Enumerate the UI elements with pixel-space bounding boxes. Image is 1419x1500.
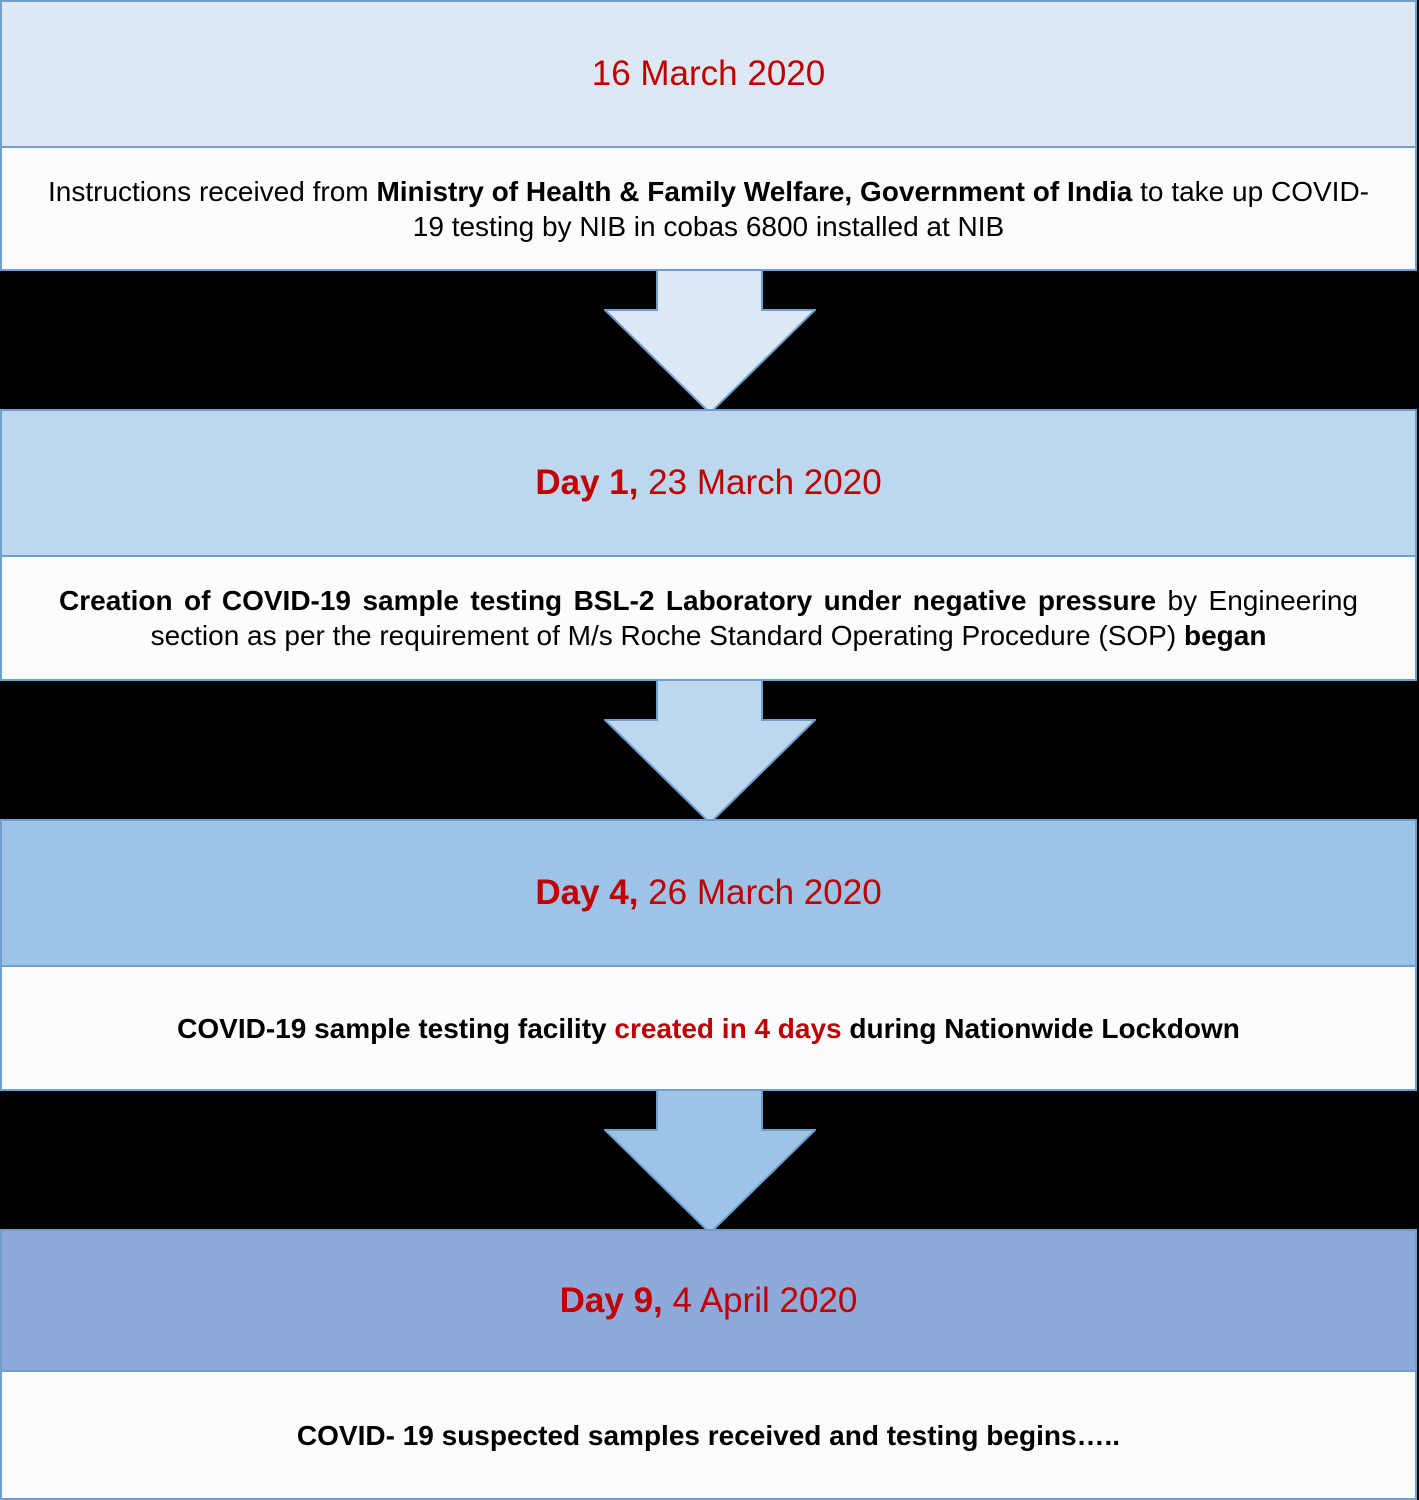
step-4-date-prefix: Day 9, xyxy=(559,1280,663,1320)
step-2-desc-bold-2: began xyxy=(1183,620,1267,651)
step-4-desc-bold-1: COVID- 19 suspected samples received and testing begins….. xyxy=(296,1419,1121,1451)
step-4-date-text: 4 April 2020 xyxy=(662,1280,858,1320)
step-3-desc-highlight: created in 4 days xyxy=(614,1012,842,1044)
step-3-date-band xyxy=(0,819,1417,967)
step-1-desc-bold-1: Ministry of Health & Family Welfare, Government of India xyxy=(376,175,1133,207)
down-arrow-icon xyxy=(604,270,816,414)
step-1-description xyxy=(48,174,1369,244)
step-2-desc-bold-1: Creation of COVID-19 sample testing BSL-2 Laboratory under negative pressure xyxy=(59,585,1157,616)
step-1-date-band xyxy=(0,0,1417,148)
step-4-date-band xyxy=(0,1229,1417,1372)
step-2-description-band xyxy=(0,555,1417,681)
step-1-desc-text-2: to take up COVID-19 testing by NIB in cobas 6800 installed at NIB xyxy=(412,175,1370,242)
step-1-description-band xyxy=(0,146,1417,271)
step-3-date-text: 26 March 2020 xyxy=(638,873,882,912)
step-3-description-band xyxy=(0,965,1417,1091)
step-2-date xyxy=(535,463,881,503)
down-arrow-icon xyxy=(604,1090,816,1234)
step-2-date-text: 23 March 2020 xyxy=(638,463,882,502)
step-1-date-text: 16 March 2020 xyxy=(591,54,826,93)
step-3-desc-bold-1: COVID-19 sample testing facility xyxy=(177,1012,615,1044)
step-2-description xyxy=(59,583,1358,653)
step-4-description xyxy=(48,1418,1369,1453)
step-2-date-prefix: Day 1, xyxy=(535,463,639,502)
step-3-date xyxy=(535,873,881,913)
step-1-desc-text-1: Instructions received from xyxy=(48,175,377,207)
step-2-date-band xyxy=(0,409,1417,557)
step-1-date xyxy=(592,54,825,94)
down-arrow-icon xyxy=(604,680,816,824)
step-3-desc-bold-2: during Nationwide Lockdown xyxy=(841,1012,1240,1044)
step-3-date-prefix: Day 4, xyxy=(535,873,639,912)
step-3-description xyxy=(48,1011,1369,1046)
step-4-date xyxy=(560,1281,858,1321)
step-4-description-band xyxy=(0,1370,1417,1500)
step-2-desc-text-1: by Engineering section as per the requirement of M/s Roche Standard Operating Procedure (SOP) xyxy=(150,585,1359,651)
